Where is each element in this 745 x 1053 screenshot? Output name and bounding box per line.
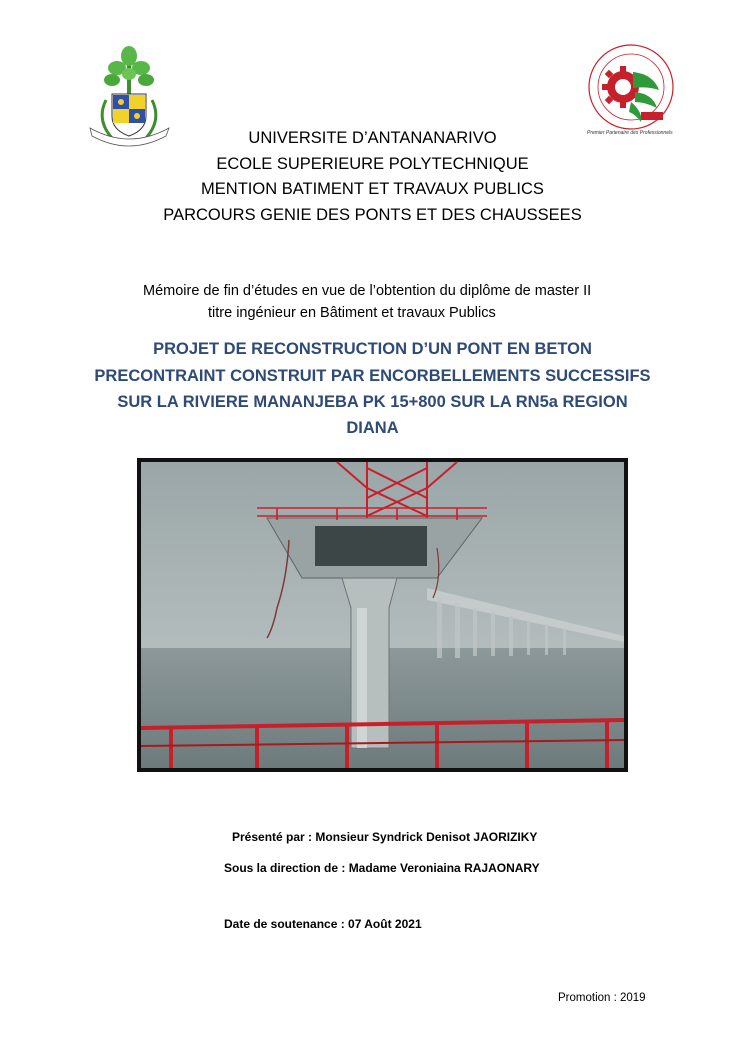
- polytechnic-tagline: Premier Partenaire des Professionnels: [587, 130, 673, 136]
- school-name: ECOLE SUPERIEURE POLYTECHNIQUE: [216, 155, 529, 173]
- project-title-line-2: PRECONTRAINT CONSTRUIT PAR ENCORBELLEMENTS SUCCESSIFS: [94, 367, 651, 385]
- project-title-line-3: SUR LA RIVIERE MANANJEBA PK 15+800 SUR LA RN5a REGION: [117, 393, 628, 411]
- cover-photo: [137, 458, 628, 772]
- supervisor: Sous la direction de : Madame Veroniaina RAJAONARY: [224, 861, 540, 875]
- presented-by: Présenté par : Monsieur Syndrick Denisot JAORIZIKY: [232, 830, 538, 844]
- project-title-line-4: DIANA: [346, 419, 399, 437]
- university-name: UNIVERSITE D’ANTANANARIVO: [248, 129, 497, 147]
- bridge-construction-photo: [137, 458, 628, 772]
- project-title-line-1: PROJET DE RECONSTRUCTION D’UN PONT EN BETON: [153, 340, 592, 358]
- promotion: Promotion : 2019: [558, 992, 646, 1004]
- defense-date: Date de soutenance : 07 Août 2021: [224, 917, 422, 931]
- memoire-line-2: titre ingénieur en Bâtiment et travaux Publics: [208, 305, 496, 321]
- memoire-line-1: Mémoire de fin d’études en vue de l’obtention du diplôme de master II: [143, 283, 592, 299]
- mention-name: MENTION BATIMENT ET TRAVAUX PUBLICS: [201, 180, 544, 198]
- parcours-name: PARCOURS GENIE DES PONTS ET DES CHAUSSEES: [163, 206, 582, 224]
